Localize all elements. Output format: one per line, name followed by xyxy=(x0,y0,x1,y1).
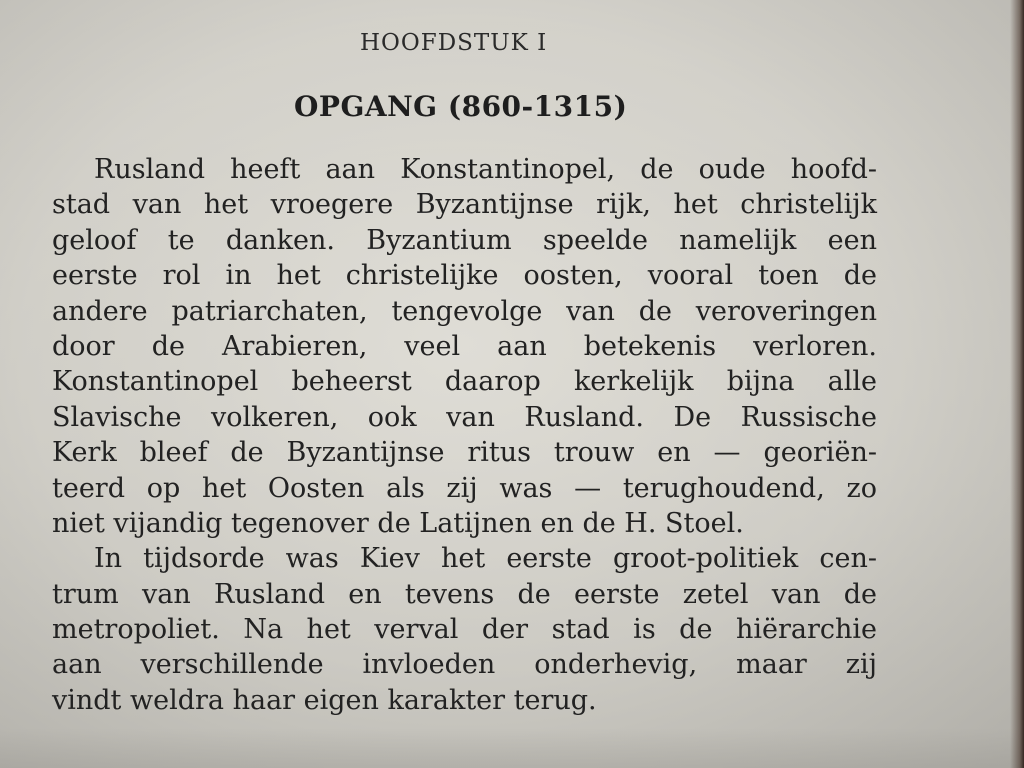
chapter-heading: HOOFDSTUK I xyxy=(360,30,548,56)
spine-shadow xyxy=(1010,0,1024,768)
chapter-title: OPGANG (860-1315) xyxy=(294,90,628,123)
text-line: aan verschillende invloeden onderhevig, maar zij xyxy=(52,649,877,681)
text-line: Konstantinopel beheerst daarop kerkelijk bijna alle xyxy=(52,366,877,398)
text-line: andere patriarchaten, tengevolge van de veroveringen xyxy=(52,295,877,327)
text-line: Rusland heeft aan Konstantinopel, de oude hoofd- xyxy=(94,154,877,185)
text-line: geloof te danken. Byzantium speelde namelijk een xyxy=(52,224,877,256)
text-line: vindt weldra haar eigen karakter terug. xyxy=(52,684,597,716)
text-line: teerd op het Oosten als zij was — terughoudend, zo xyxy=(52,472,877,504)
text-line: In tijdsorde was Kiev het eerste groot-politiek cen- xyxy=(94,543,877,575)
text-line: Kerk bleef de Byzantijnse ritus trouw en — georiën- xyxy=(52,437,877,469)
text-line: metropoliet. Na het verval der stad is de hiërarchie xyxy=(52,614,877,646)
page-bottom-shadow xyxy=(0,728,1024,768)
text-line: eerste rol in het christelijke oosten, vooral toen de xyxy=(52,260,877,292)
text-line: Slavische volkeren, ook van Rusland. De Russische xyxy=(52,401,877,433)
body-text xyxy=(52,152,882,718)
text-line: door de Arabieren, veel aan betekenis verloren. xyxy=(52,330,877,362)
text-line: stad van het vroegere Byzantijnse rijk, het christelijk xyxy=(52,189,877,221)
text-line: niet vijandig tegenover de Latijnen en de H. Stoel. xyxy=(52,507,744,539)
text-line: trum van Rusland en tevens de eerste zetel van de xyxy=(52,578,877,610)
